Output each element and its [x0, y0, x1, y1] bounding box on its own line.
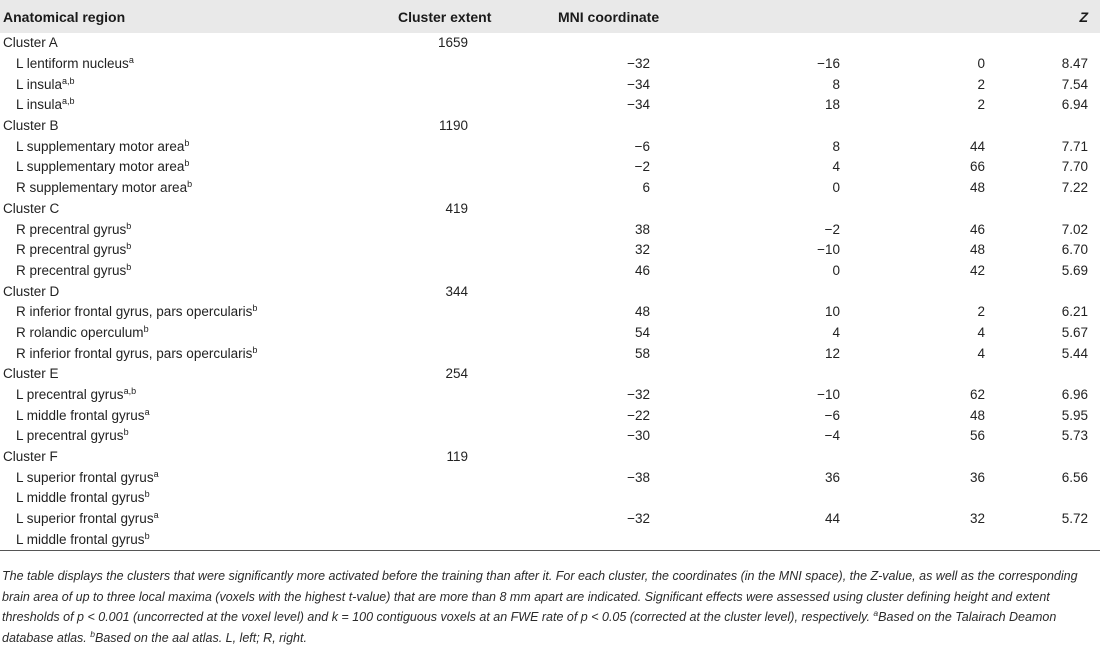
z-value-cell: 7.70	[1061, 159, 1089, 175]
region-label: L insula	[16, 76, 63, 92]
region-label: L supplementary motor area	[16, 159, 185, 175]
atlas-marker: b	[252, 303, 258, 314]
cluster-extent-cell: 254	[445, 366, 468, 382]
cluster-extent-cell	[398, 405, 470, 426]
table-row	[0, 54, 1100, 75]
cluster-row	[0, 199, 1100, 220]
mni-y-cell: 12	[824, 345, 840, 361]
z-value-cell: 7.71	[1061, 138, 1089, 154]
mni-y-cell	[650, 116, 840, 137]
region-label: R supplementary motor area	[16, 180, 188, 196]
cluster-extent-cell: 344	[445, 283, 468, 299]
region-label: L middle frontal gyrus	[16, 490, 145, 506]
table-row	[0, 385, 1100, 406]
atlas-marker: b	[184, 158, 190, 169]
atlas-marker: b	[126, 261, 132, 272]
cluster-extent-cell	[398, 488, 470, 509]
mni-x-cell: −32	[627, 56, 650, 72]
mni-z-cell: 4	[977, 324, 986, 340]
region-cell	[0, 385, 398, 406]
mni-y-cell: 18	[824, 97, 840, 113]
mni-y-cell: 4	[832, 324, 840, 340]
cluster-row	[0, 281, 1100, 302]
region-label: R rolandic operculum	[16, 324, 144, 340]
footnote-marker-a: a	[873, 608, 879, 618]
mni-x-cell: −32	[627, 387, 650, 403]
mni-y-cell: −4	[824, 428, 840, 444]
z-value-cell: 5.69	[1061, 262, 1089, 278]
region-cell	[0, 364, 398, 385]
z-value-cell: 7.54	[1061, 76, 1089, 92]
region-cell	[0, 199, 398, 220]
z-value-cell: 6.96	[1061, 387, 1089, 403]
region-cell	[0, 116, 398, 137]
mni-x-cell	[470, 447, 650, 468]
region-cell	[0, 447, 398, 468]
cluster-extent-cell: 419	[445, 200, 468, 216]
mni-y-cell: −2	[824, 221, 840, 237]
atlas-marker: b	[123, 427, 129, 438]
cluster-extent-cell	[398, 530, 470, 551]
mni-x-cell: −6	[634, 138, 650, 154]
region-cell	[0, 281, 398, 302]
mni-y-cell	[650, 199, 840, 220]
cluster-extent-cell	[398, 323, 470, 344]
region-label: L middle frontal gyrus	[16, 407, 145, 423]
region-cell	[0, 530, 398, 551]
mni-x-cell: 48	[634, 304, 650, 320]
region-label: R precentral gyrus	[16, 262, 127, 278]
table-row	[0, 95, 1100, 116]
mni-z-cell	[840, 488, 985, 509]
mni-x-cell	[470, 281, 650, 302]
header-z: Z	[1079, 8, 1089, 25]
region-cell	[0, 157, 398, 178]
mni-z-cell	[840, 199, 985, 220]
atlas-marker: b	[126, 241, 132, 252]
table-row	[0, 136, 1100, 157]
region-cell	[0, 178, 398, 199]
table-row	[0, 74, 1100, 95]
z-value-cell: 6.70	[1061, 242, 1089, 258]
region-label: Cluster A	[3, 35, 58, 51]
cluster-extent-cell	[398, 136, 470, 157]
region-label: L precentral gyrus	[16, 387, 124, 403]
cluster-extent-cell: 119	[446, 449, 468, 465]
mni-y-cell: 8	[832, 138, 840, 154]
region-cell	[0, 467, 398, 488]
region-label: L middle frontal gyrus	[16, 531, 145, 547]
z-value-cell	[985, 116, 1100, 137]
header-row	[0, 0, 1100, 33]
z-value-cell: 6.94	[1061, 97, 1089, 113]
mni-z-cell	[840, 530, 985, 551]
mni-z-cell: 42	[970, 262, 986, 278]
header-cluster-extent: Cluster extent	[398, 8, 492, 25]
atlas-marker: a,b	[62, 96, 75, 107]
region-label: Cluster D	[3, 283, 60, 299]
table-row	[0, 530, 1100, 551]
table-row	[0, 488, 1100, 509]
mni-z-cell: 56	[970, 428, 986, 444]
region-label: R inferior frontal gyrus, pars opercularis	[16, 304, 253, 320]
table-row	[0, 178, 1100, 199]
mni-x-cell: 6	[642, 180, 650, 196]
mni-z-cell: 0	[977, 56, 986, 72]
z-value-cell	[985, 447, 1100, 468]
atlas-marker: a	[153, 510, 159, 521]
table-row	[0, 467, 1100, 488]
z-value-cell	[985, 364, 1100, 385]
atlas-marker: a,b	[62, 75, 75, 86]
mni-x-cell	[470, 33, 650, 54]
mni-z-cell: 32	[970, 511, 986, 527]
z-value-cell	[985, 199, 1100, 220]
atlas-marker: a,b	[123, 386, 137, 397]
footnote-text-1: The table displays the clusters that were significantly more activated before the training than after it. For each cluster, the coordinates (in the MNI space), the Z-value, as well as the corresponding brain area of up to three local maxima (voxels with the highest t-value) that are more than 8 mm apart are indicated. Significant effects were assessed using cluster defining height and extent thresholds of p < 0.001 (uncorrected at the voxel level) and k = 100 contiguous voxels at an FWE rate of p < 0.05 (corrected at the cluster level), respectively.	[2, 569, 1078, 624]
region-cell	[0, 488, 398, 509]
z-value-cell: 7.22	[1061, 180, 1089, 196]
mni-x-cell: 32	[634, 242, 650, 258]
region-label: Cluster F	[3, 449, 58, 465]
mni-z-cell: 66	[970, 159, 986, 175]
z-value-cell: 5.95	[1061, 407, 1089, 423]
region-cell	[0, 240, 398, 261]
table-row	[0, 157, 1100, 178]
mni-y-cell	[650, 33, 840, 54]
atlas-marker: b	[252, 344, 258, 355]
mni-x-cell	[470, 199, 650, 220]
z-value-cell	[985, 530, 1100, 551]
mni-z-cell: 36	[970, 469, 986, 485]
region-cell	[0, 405, 398, 426]
region-label: Cluster E	[3, 366, 59, 382]
atlas-marker: a	[153, 468, 159, 479]
table-row	[0, 302, 1100, 323]
table-row	[0, 426, 1100, 447]
mni-y-cell: 10	[824, 304, 840, 320]
mni-x-cell: −38	[627, 469, 650, 485]
mni-y-cell: 0	[832, 180, 840, 196]
region-label: L superior frontal gyrus	[16, 511, 154, 527]
region-cell	[0, 74, 398, 95]
mni-y-cell	[650, 530, 840, 551]
region-label: R precentral gyrus	[16, 221, 127, 237]
z-value-cell: 6.21	[1061, 304, 1089, 320]
region-cell	[0, 219, 398, 240]
atlas-marker: a	[128, 55, 134, 66]
table-body	[0, 33, 1100, 550]
mni-x-cell: 38	[634, 221, 650, 237]
atlas-marker: b	[187, 179, 193, 190]
cluster-extent-cell	[398, 426, 470, 447]
mni-z-cell	[840, 364, 985, 385]
table-row	[0, 343, 1100, 364]
atlas-marker: b	[126, 220, 132, 231]
mni-y-cell	[650, 488, 840, 509]
z-value-cell	[985, 281, 1100, 302]
cluster-extent-cell	[398, 157, 470, 178]
region-cell	[0, 509, 398, 530]
region-label: L supplementary motor area	[16, 138, 185, 154]
z-value-cell: 5.67	[1061, 324, 1089, 340]
atlas-marker: b	[144, 530, 150, 541]
region-label: R inferior frontal gyrus, pars opercularis	[16, 345, 253, 361]
mni-z-cell: 2	[977, 97, 986, 113]
cluster-extent-cell	[398, 95, 470, 116]
cluster-extent-cell	[398, 385, 470, 406]
mni-x-cell	[470, 530, 650, 551]
z-value-cell: 6.56	[1061, 469, 1089, 485]
mni-z-cell: 48	[970, 242, 986, 258]
cluster-row	[0, 33, 1100, 54]
region-label: Cluster B	[3, 118, 59, 134]
mni-y-cell: 8	[832, 76, 840, 92]
mni-z-cell: 44	[970, 138, 986, 154]
cluster-extent-cell	[398, 302, 470, 323]
mni-x-cell: 58	[634, 345, 650, 361]
cluster-row	[0, 364, 1100, 385]
region-label: L precentral gyrus	[16, 428, 124, 444]
mni-x-cell	[470, 116, 650, 137]
table-row	[0, 323, 1100, 344]
table-row	[0, 219, 1100, 240]
footnote-text-2: Based on the Talairach Deamon database atlas.	[2, 610, 1057, 645]
z-value-cell: 8.47	[1061, 56, 1089, 72]
mni-x-cell: −34	[627, 76, 650, 92]
region-cell	[0, 343, 398, 364]
cluster-extent-cell: 1190	[438, 118, 468, 134]
cluster-row	[0, 116, 1100, 137]
mni-x-cell: −22	[627, 407, 650, 423]
mni-x-cell	[470, 488, 650, 509]
mni-y-cell: −10	[817, 242, 840, 258]
cluster-extent-cell	[398, 509, 470, 530]
table-footnote	[2, 566, 1096, 648]
mni-z-cell	[840, 116, 985, 137]
cluster-extent-cell	[398, 74, 470, 95]
mni-x-cell: −30	[627, 428, 650, 444]
mni-y-cell: 0	[832, 262, 840, 278]
z-value-cell: 5.44	[1061, 345, 1089, 361]
cluster-extent-cell	[398, 240, 470, 261]
mni-y-cell	[650, 281, 840, 302]
region-cell	[0, 54, 398, 75]
mni-z-cell	[840, 447, 985, 468]
cluster-extent-cell: 1659	[437, 35, 468, 51]
mni-z-cell	[840, 281, 985, 302]
mni-x-cell: −2	[634, 159, 650, 175]
mni-y-cell: −10	[817, 387, 840, 403]
mni-x-cell: 54	[634, 324, 650, 340]
mni-x-cell: −34	[627, 97, 650, 113]
cluster-extent-cell	[398, 343, 470, 364]
mni-z-cell: 48	[970, 407, 986, 423]
atlas-marker: b	[143, 323, 149, 334]
table-header	[0, 0, 1100, 33]
table-row	[0, 240, 1100, 261]
cluster-extent-cell	[398, 178, 470, 199]
table-row	[0, 261, 1100, 282]
z-value-cell	[985, 488, 1100, 509]
mni-z-cell: 2	[977, 304, 986, 320]
mni-y-cell: 36	[824, 469, 840, 485]
mni-y-cell: 44	[824, 511, 840, 527]
mni-z-cell: 46	[970, 221, 986, 237]
cluster-extent-cell	[398, 261, 470, 282]
region-label: Cluster C	[3, 200, 60, 216]
region-label: L superior frontal gyrus	[16, 469, 154, 485]
mni-x-cell: 46	[634, 262, 650, 278]
region-cell	[0, 426, 398, 447]
mni-y-cell: −16	[817, 56, 840, 72]
cluster-extent-cell	[398, 219, 470, 240]
mni-z-cell: 62	[970, 387, 986, 403]
mni-z-cell: 2	[977, 76, 986, 92]
region-label: L insula	[16, 97, 63, 113]
z-value-cell: 5.72	[1061, 511, 1089, 527]
z-value-cell: 7.02	[1061, 221, 1089, 237]
atlas-marker: a	[144, 406, 150, 417]
region-label: L lentiform nucleus	[16, 56, 129, 72]
region-cell	[0, 136, 398, 157]
mni-y-cell	[650, 447, 840, 468]
atlas-marker: b	[144, 489, 150, 500]
region-cell	[0, 302, 398, 323]
mni-y-cell	[650, 364, 840, 385]
header-anatomical-region: Anatomical region	[3, 8, 126, 25]
cluster-extent-cell	[398, 54, 470, 75]
mni-z-cell: 48	[970, 180, 986, 196]
mni-y-cell: 4	[832, 159, 840, 175]
region-cell	[0, 323, 398, 344]
atlas-marker: b	[184, 137, 190, 148]
z-value-cell	[985, 33, 1100, 54]
region-label: R precentral gyrus	[16, 242, 127, 258]
header-mni-coordinate: MNI coordinate	[558, 8, 660, 25]
footnote-marker-b: b	[90, 628, 95, 639]
region-cell	[0, 95, 398, 116]
region-cell	[0, 33, 398, 54]
mni-x-cell: −32	[627, 511, 650, 527]
z-value-cell: 5.73	[1061, 428, 1089, 444]
region-cell	[0, 261, 398, 282]
mni-x-cell	[470, 364, 650, 385]
footnote-text-3: Based on the aal atlas. L, left; R, right.	[95, 630, 307, 645]
mni-z-cell	[840, 33, 985, 54]
cluster-extent-cell	[398, 467, 470, 488]
table-row	[0, 509, 1100, 530]
table-row	[0, 405, 1100, 426]
cluster-row	[0, 447, 1100, 468]
mni-y-cell: −6	[824, 407, 840, 423]
mni-z-cell: 4	[977, 345, 986, 361]
